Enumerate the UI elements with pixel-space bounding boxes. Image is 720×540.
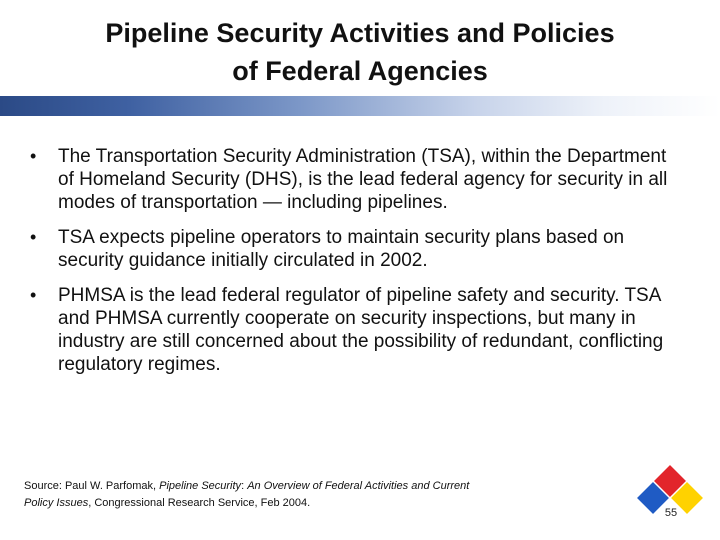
page-number: 55 — [664, 507, 678, 519]
source-title-part-1: Pipeline Security — [159, 480, 242, 492]
source-title-part-2: An Overview of Federal Activities and Current Policy Issues — [24, 480, 470, 509]
title-gradient-bar — [0, 96, 720, 116]
bullet-item — [30, 284, 680, 376]
bullet-marker: • — [30, 146, 37, 166]
source-citation — [24, 478, 494, 512]
title-line-1: Pipeline Security Activities and Policies — [105, 18, 615, 48]
bullet-text: TSA expects pipeline operators to maintain security plans based on security guidance initially circulated in 2002. — [58, 227, 625, 271]
title-line-2: of Federal Agencies — [232, 56, 488, 86]
bullet-text: PHMSA is the lead federal regulator of pipeline safety and security. TSA and PHMSA currently cooperate on security inspections, but many in industry are still concerned about the possibility of redundant, conflicting regulatory regimes. — [58, 285, 664, 375]
source-prefix: Source: Paul W. Parfomak, — [24, 480, 160, 492]
bullet-item — [30, 145, 680, 214]
bullet-text: The Transportation Security Administration (TSA), within the Department of Homeland Security (DHS), is the lead federal agency for security in all modes of transportation — including pipelines. — [58, 146, 668, 213]
bullet-marker: • — [30, 285, 37, 305]
source-colon: : — [241, 480, 248, 492]
bullet-item — [30, 226, 680, 272]
bullet-marker: • — [30, 227, 37, 247]
slide-title — [60, 14, 660, 90]
bullet-list — [30, 145, 680, 388]
hazard-diamond-icon — [636, 464, 704, 532]
source-suffix: , Congressional Research Service, Feb 2004. — [88, 497, 311, 509]
